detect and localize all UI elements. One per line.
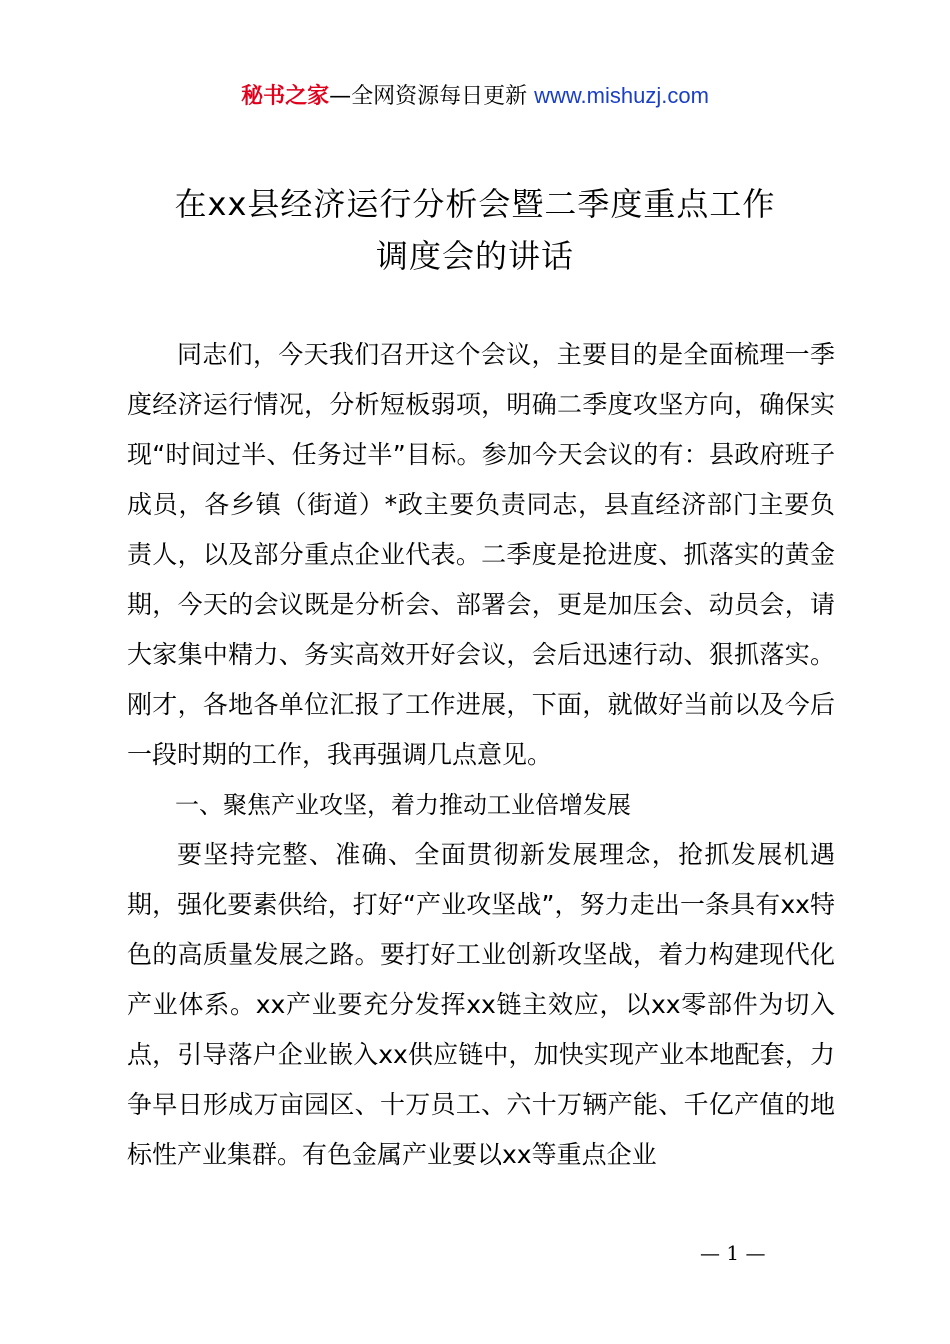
- site-url[interactable]: www.mishuzj.com: [534, 83, 709, 108]
- site-header: [0, 80, 950, 113]
- document-body: [127, 330, 835, 1180]
- document-title: [80, 178, 870, 282]
- paragraph-section-1: 要坚持完整、准确、全面贯彻新发展理念，抢抓发展机遇期，强化要素供给，打好“产业攻坚战”，努力走出一条具有xx特色的高质量发展之路。要打好工业创新攻坚战，着力构建现代化产业体系。xx产业要充分发挥xx链主效应，以xx零部件为切入点，引导落户企业嵌入xx供应链中，加快实现产业本地配套，力争早日形成万亩园区、十万员工、六十万辆产能、千亿产值的地标性产业集群。有色金属产业要以xx等重点企业: [127, 840, 835, 1169]
- site-brand: 秘书之家: [241, 84, 330, 109]
- site-tagline: —全网资源每日更新: [329, 84, 535, 109]
- paragraph-intro: 同志们，今天我们召开这个会议，主要目的是全面梳理一季度经济运行情况，分析短板弱项，明确二季度攻坚方向，确保实现“时间过半、任务过半”目标。参加今天会议的有：县政府班子成员，各乡镇（街道）*政主要负责同志，县直经济部门主要负责人，以及部分重点企业代表。二季度是抢进度、抓落实的黄金期，今天的会议既是分析会、部署会，更是加压会、动员会，请大家集中精力、务实高效开好会议，会后迅速行动、狠抓落实。刚才，各地各单位汇报了工作进展，下面，就做好当前以及今后一段时期的工作，我再强调几点意见。: [127, 340, 835, 769]
- page-number: — 1 —: [700, 1241, 766, 1265]
- section-heading-1: 一、聚焦产业攻坚，着力推动工业倍增发展: [175, 791, 631, 819]
- title-line-2: 调度会的讲话: [375, 237, 574, 275]
- title-line-1: 在xx县经济运行分析会暨二季度重点工作: [174, 185, 776, 223]
